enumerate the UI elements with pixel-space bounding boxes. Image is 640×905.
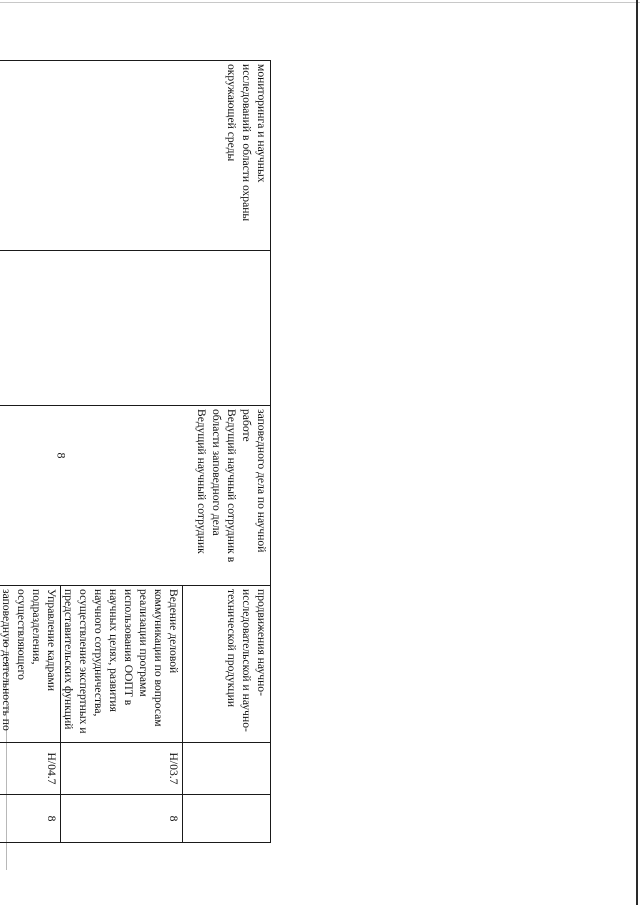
area-text: мониторинга и научных исследований в области охраны окружающей среды (225, 64, 268, 222)
table-cell-code (183, 743, 271, 795)
level-text: 8 (167, 815, 180, 822)
function-text: Управление кадрами подразделения, осуществляющего заповедную деятельность по (0, 589, 58, 731)
scan-edge-top (0, 2, 640, 3)
code-text: H/03.7 (167, 752, 180, 785)
table-cell-area (0, 61, 271, 251)
table-cell-function (183, 586, 271, 743)
code-text: H/04.7 (45, 752, 58, 785)
scan-edge-right (636, 0, 638, 905)
page-number: 8 (54, 452, 69, 459)
table-cell-code (0, 743, 61, 795)
table-cell-function (0, 586, 61, 743)
level-text: 8 (45, 815, 58, 822)
rotated-table-container (0, 60, 271, 842)
table-cell-level (0, 795, 61, 843)
table-cell-level (61, 795, 183, 843)
table-cell-code (61, 743, 183, 795)
table-cell-positions (0, 406, 271, 586)
function-text: Ведение деловой коммуникации по вопросам реализации программ использования ООПТ в научных целях, развития научного сотрудничества, осуществление экспертных и представительских функций (62, 589, 180, 734)
table-cell-level (183, 795, 271, 843)
positions-text: заповедного дела по научной работе Ведущий научный сотрудник в области заповедного дела Ведущий научный сотрудник (195, 409, 268, 563)
table-cell-empty (0, 251, 271, 406)
function-text: продвижения научно-исследовательской и научно-технической продукции (225, 589, 268, 732)
table-cell-function (61, 586, 183, 743)
functions-table (0, 60, 271, 843)
